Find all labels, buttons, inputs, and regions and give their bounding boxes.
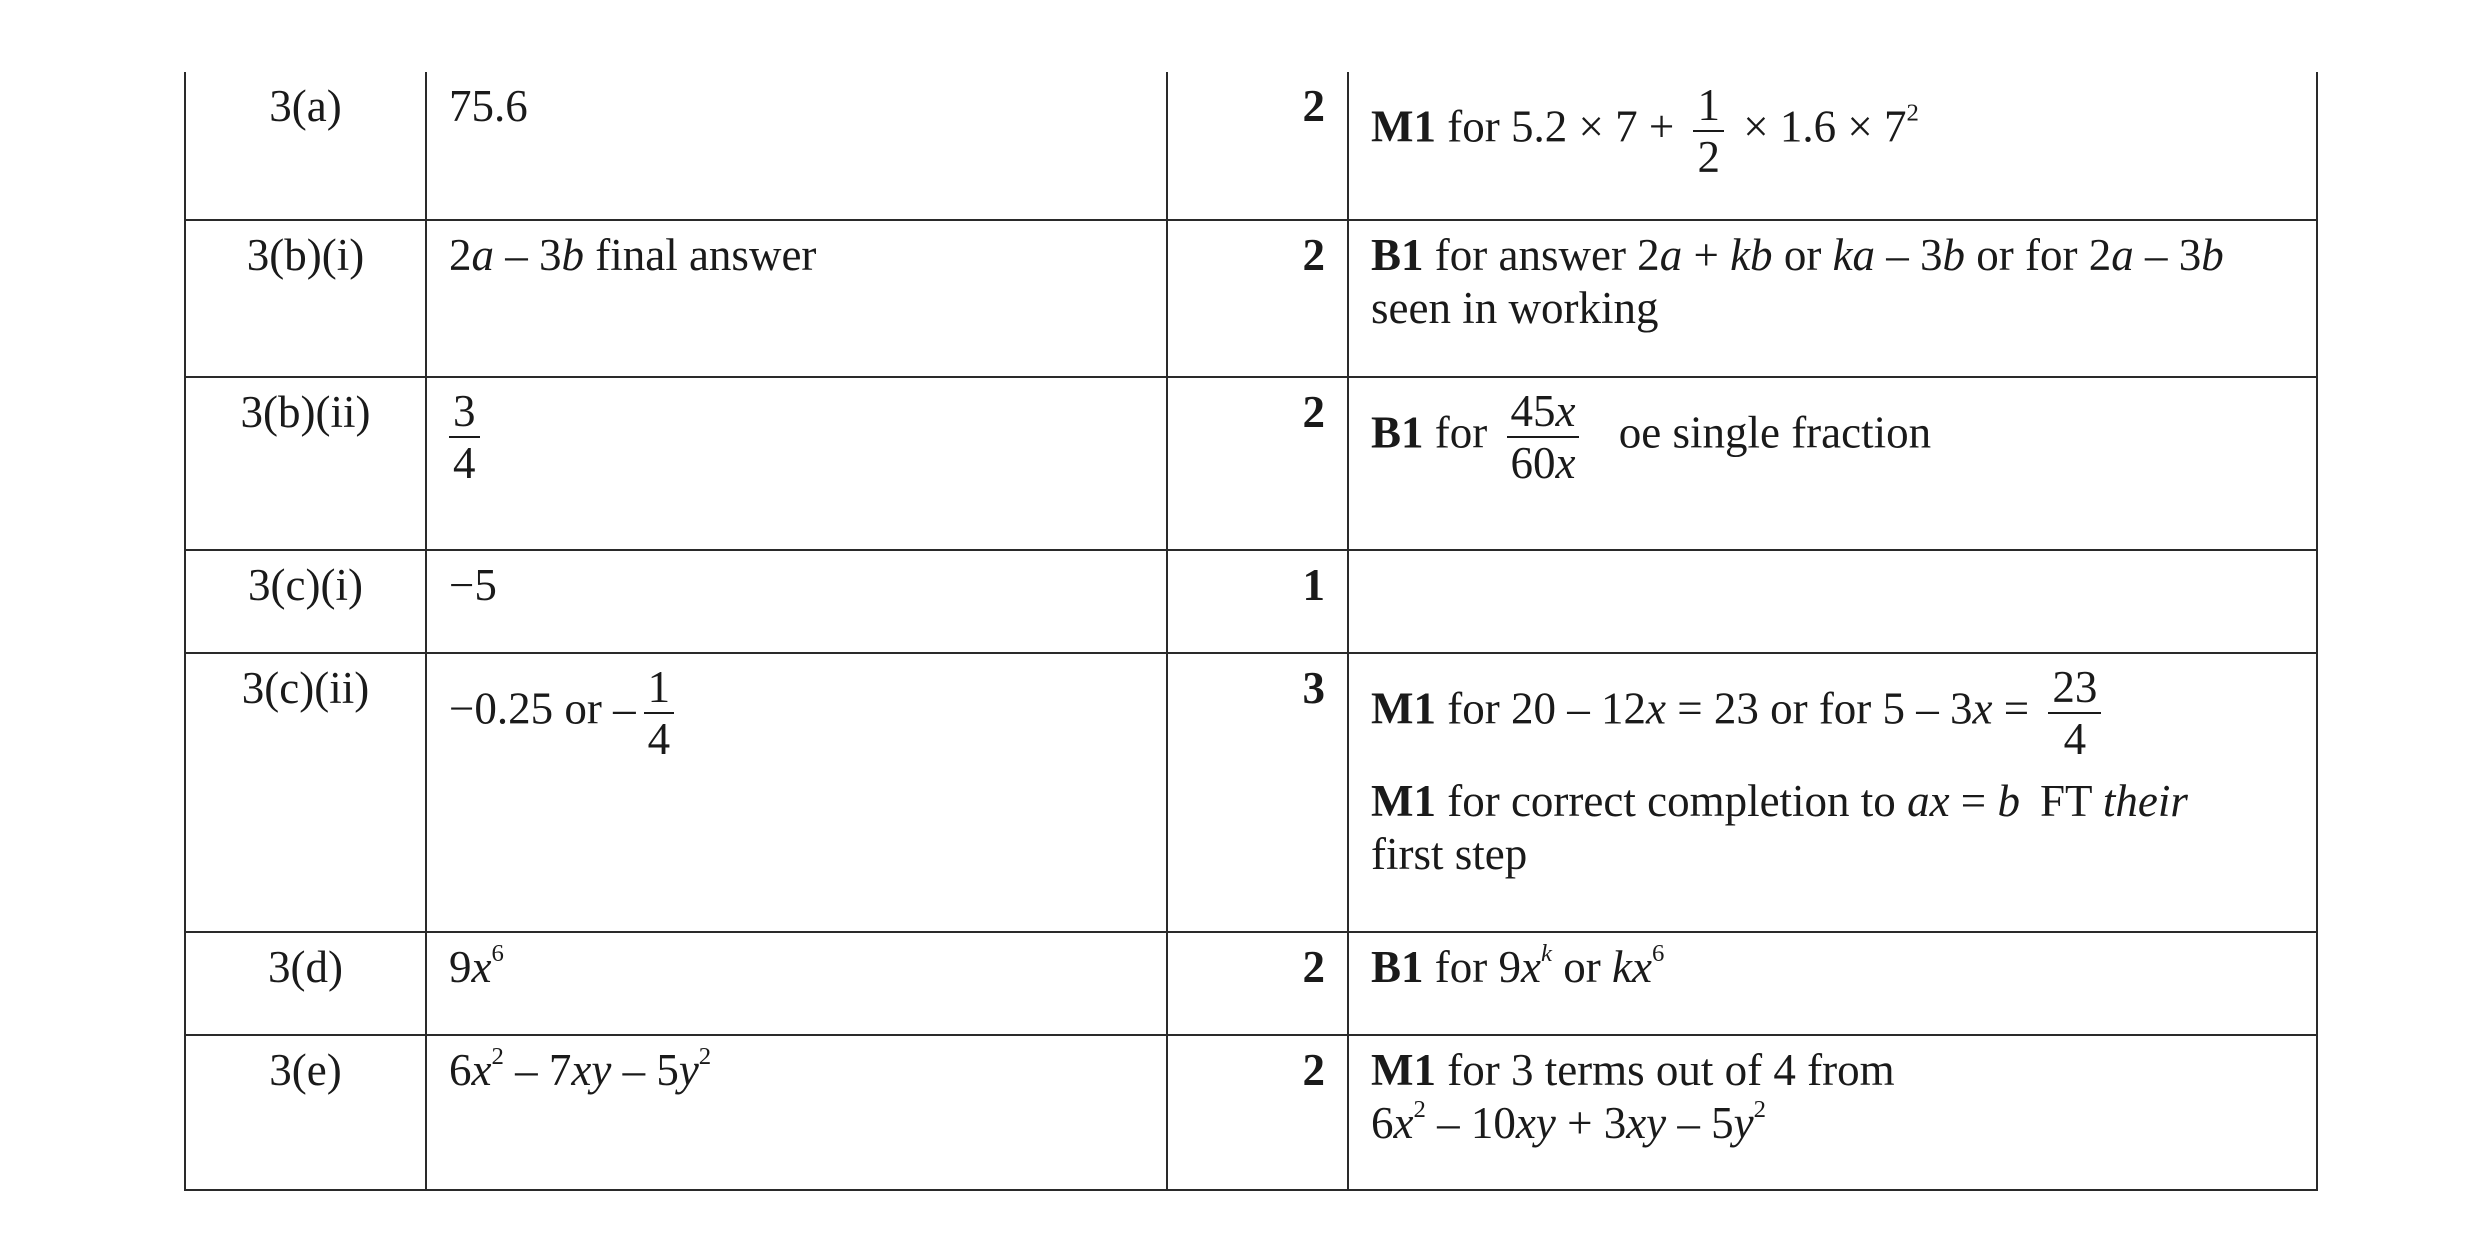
table-row [185,653,2317,932]
table-row [185,550,2317,653]
answer-cell: −0.25 or – $\frac{1}{4}$ [426,653,1167,932]
guidance-cell: B1 for $9x^k$ or $kx^6$ [1348,932,2317,1035]
guidance-cell: M1 for 20 – 12x = 23 or for 5 – 3x = $\frac{23}{4}$ M1 for correct completion to ax = b FT their first step [1348,653,2317,932]
fraction: $\frac{23}{4}$ [2048,662,2101,765]
marks-cell: 3 [1167,653,1348,932]
guidance-cell: M1 for 3 terms out of 4 from $6x^2 - 10xy + 3xy - 5y^2$ [1348,1035,2317,1190]
guidance-cell: B1 for answer 2a + kb or ka – 3b or for 2a – 3b seen in working [1348,220,2317,377]
fraction: $\frac{45x}{60x}$ [1507,386,1580,489]
answer-cell: $9x^6$ [426,932,1167,1035]
answer-cell: 2a – 3b final answer [426,220,1167,377]
fraction: $\frac{1}{2}$ [1693,80,1724,183]
question-cell: 3(d) [185,932,426,1035]
mark-scheme-table [184,72,2318,1191]
table-row [185,377,2317,550]
table-row [185,220,2317,377]
marks-cell: 2 [1167,220,1348,377]
table-row [185,932,2317,1035]
answer-cell: 75.6 [426,72,1167,220]
table-row [185,1035,2317,1190]
question-cell: 3(c)(i) [185,550,426,653]
fraction: $\frac{1}{4}$ [644,662,675,765]
marks-cell: 2 [1167,72,1348,220]
question-cell: 3(b)(i) [185,220,426,377]
marks-cell: 2 [1167,1035,1348,1190]
question-cell: 3(a) [185,72,426,220]
question-cell: 3(b)(ii) [185,377,426,550]
question-cell: 3(c)(ii) [185,653,426,932]
marks-cell: 1 [1167,550,1348,653]
guidance-cell [1348,550,2317,653]
question-cell: 3(e) [185,1035,426,1190]
table-row [185,72,2317,220]
guidance-cell: M1 for 5.2 × 7 + $\frac{1}{2}$ × $1.6 \times 7^2$ [1348,72,2317,220]
answer-cell [426,377,1167,550]
answer-cell: $6x^2 - 7xy - 5y^2$ [426,1035,1167,1190]
marks-cell: 2 [1167,932,1348,1035]
fraction: $\frac{3}{4}$ [449,386,480,489]
guidance-cell: B1 for $\frac{45x}{60x}$ oe single fraction [1348,377,2317,550]
marks-cell: 2 [1167,377,1348,550]
answer-cell: −5 [426,550,1167,653]
